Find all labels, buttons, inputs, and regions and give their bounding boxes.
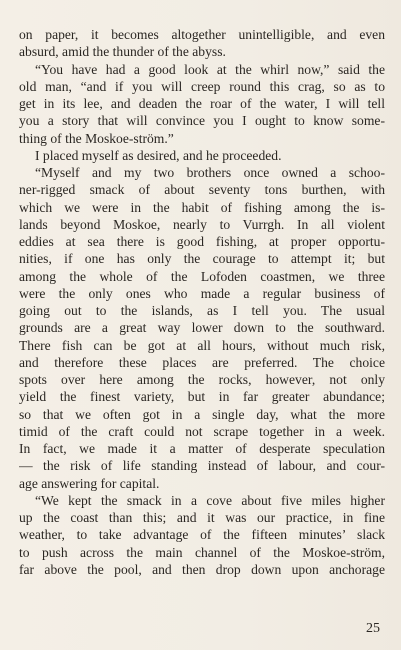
text-line: There fish can be got at all hours, without much risk, <box>19 337 385 353</box>
text-line: grounds are a great way lower down to the southward. <box>19 320 385 336</box>
text-line: so that we often got in a single day, what the more <box>19 406 385 422</box>
text-line: spots over here among the rocks, however, not only <box>19 372 385 387</box>
text-line: were the only ones who made a regular business of <box>19 285 385 301</box>
text-line: get in its lee, and deaden the roar of the water, I will tell <box>19 96 385 111</box>
text-line: going out to the islands, as I tell you. The usual <box>19 303 385 318</box>
text-line: yield the finest variety, but in far greater abundance; <box>19 389 385 405</box>
text-line: I placed myself as desired, and he proceeded. <box>35 147 282 163</box>
text-line: — the risk of life standing instead of labour, and cour- <box>19 458 385 474</box>
text-line: and therefore these places are preferred. The choice <box>19 354 385 370</box>
text-line: among the whole of the Lofoden coastmen, we three <box>19 268 385 284</box>
body-text <box>19 26 385 578</box>
text-line: “We kept the smack in a cove about five miles higher <box>35 492 385 508</box>
text-line: “Myself and my two brothers once owned a schoo- <box>35 165 385 180</box>
text-line: old man, “and if you will creep round this crag, so as to <box>19 78 385 94</box>
text-line: on paper, it becomes altogether unintelligible, and even <box>19 27 385 42</box>
text-line: ner-rigged smack of about seventy tons burthen, with <box>19 182 385 198</box>
text-line: weather, to take advantage of the fifteen minutes’ slack <box>19 527 385 543</box>
text-line: thing of the Moskoe-ström.” <box>19 130 174 146</box>
text-line: In fact, we made it a matter of desperate speculation <box>19 441 385 456</box>
text-line: lands beyond Moskoe, nearly to Vurrgh. In all violent <box>19 216 385 232</box>
text-line: “You have had a good look at the whirl now,” said the <box>35 61 385 77</box>
text-line: which we were in the habit of fishing among the is- <box>19 199 385 215</box>
text-line: far above the pool, and then drop down upon anchorage <box>19 561 385 577</box>
text-line: to push across the main channel of the Moskoe-ström, <box>19 544 385 560</box>
text-line: nities, if one has only the courage to attempt it; but <box>19 251 385 267</box>
text-line: timid of the craft could not scrape together in a week. <box>19 423 385 439</box>
text-line: up the coast than this; and it was our practice, in fine <box>19 510 385 525</box>
text-line: age answering for capital. <box>19 475 160 491</box>
text-line: eddies at sea there is good fishing, at proper opportu- <box>19 234 385 249</box>
text-line: absurd, amid the thunder of the abyss. <box>19 44 226 60</box>
text-line: you a story that will convince you I ought to know some- <box>19 113 385 129</box>
page-number: 25 <box>366 621 380 636</box>
